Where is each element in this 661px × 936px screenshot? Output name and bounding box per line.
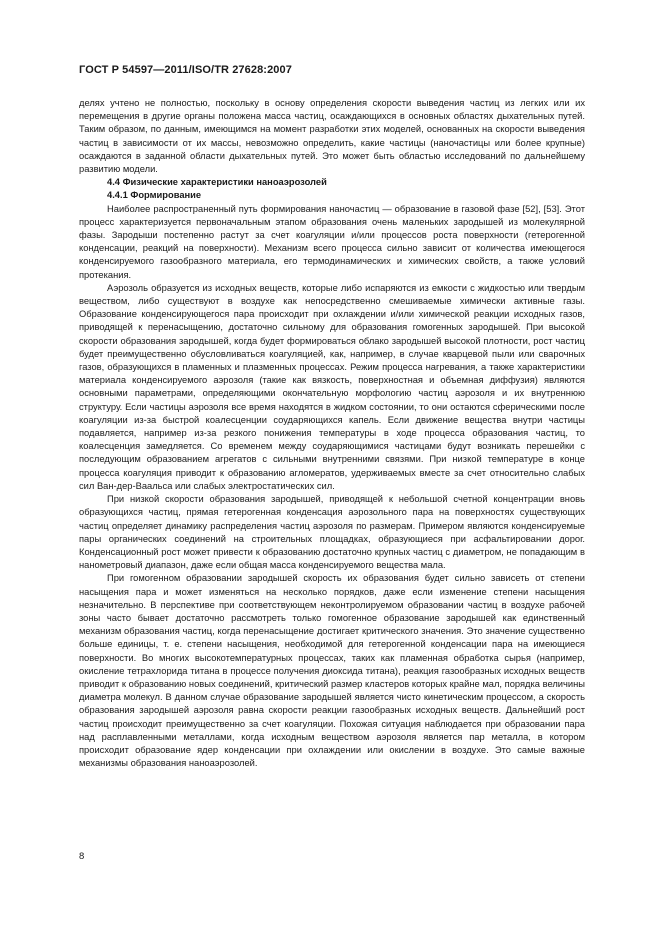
intro-paragraph: делях учтено не полностью, поскольку в основу определения скорости выведения частиц из легких или их перемещения в другие органы положена масса частиц, осаждающихся в основных областях дыхательных путей. Таким образом, по данным, имеющимся на момент разработки этих моделей, основанных на скорости выведения частиц в зависимости от их массы, невозможно определить, какие частицы (наночастицы или более крупные) осаждаются в заданной области дыхательных путей. Это может быть областью исследований по дальнейшему развитию модели. [79,98,585,175]
page-number: 8 [79,851,85,862]
document-header: ГОСТ Р 54597—2011/ISO/TR 27628:2007 [79,64,292,76]
page-content [79,97,585,770]
section-heading: 4.4 Физические характеристики наноаэрозолей [107,177,327,188]
subsection-heading: 4.4.1 Формирование [107,190,202,201]
paragraph: При низкой скорости образования зародышей, приводящей к небольшой счетной концентрации вновь образующихся частиц, прямая гетерогенная конденсация аэрозольного пара на поверхностях существующих частиц определяет динамику распределения частиц аэрозоля по размерам. Примером являются конденсируемые пары органических соединений на строительных площадках, образующиеся при асфальтировании дорог. Конденсационный рост может привести к образованию достаточно крупных частиц с диаметром, не попадающим в нанометровый диапазон, даже если общая масса конденсируемого вещества мала. [79,494,585,571]
paragraph: Аэрозоль образуется из исходных веществ, которые либо испаряются из емкости с жидкостью или твердым веществом, либо существуют в воздухе как непосредственно смешиваемые химически активные газы. Образование конденсирующегося пара происходит при охлаждении и/или химической реакции исходных газов, приводящей к перенасыщению, достаточно сильному для образования гомогенных зародышей. При высокой скорости образования зародышей, когда будет формироваться облако зародышей высокой плотности, рост частиц будет преимущественно обусловливаться коагуляцией, как, например, в случае кварцевой пыли или сварочных газов, образующихся в пламенных и плазменных процессах. Режим процесса нагревания, а также характеристики материала конденсируемого аэрозоля (такие как вязкость, поверхностная и объемная диффузия) являются основными параметрами, определяющими окончательную морфологию частиц аэрозоля и их внутреннюю структуру. Если частицы аэрозоля все время находятся в жидком состоянии, то они остаются сферическими после коагуляции из-за быстрой коалесценции соударяющихся капель. Если движение вещества внутри частицы подавляется, например из-за резкого понижения температуры в ходе процесса образования частиц, то коалесценция замедляется. Со временем между соударяющимися частицами будут возникать перешейки с последующим образованием агрегатов с сильными внутренними связями. При низкой температуре в конце процесса коагуляция приводит к образованию агломератов, удерживаемых вместе за счет относительно слабых сил Ван-дер-Ваальса или слабых электростатических сил. [79,282,585,491]
paragraph: При гомогенном образовании зародышей скорость их образования будет сильно зависеть от степени насыщения пара и может изменяться на несколько порядков, даже если изменение степени насыщения незначительно. В перспективе при соответствующем неконтролируемом образовании частиц в воздухе рабочей зоны часто бывает достаточно рассмотреть только гомогенное образование зародышей как единственный механизм образования частиц, когда перенасыщение достигает критического значения. Это значение существенно больше единицы, т. е. степени насыщения, необходимой для гетерогенной конденсации пара на имеющиеся поверхности. Во многих высокотемпературных процессах, таких как пламенная обработка сырья (например, окисление тетрахлорида титана в процессе получения диоксида титана), реакция газообразных исходных веществ приводит к образованию новых соединений, критический размер кластеров которых крайне мал, порядка величины диаметра молекул. В данном случае образование зародышей является чисто кинетическим процессом, а скорость образования зародышей аэрозоля равна скорости реакции газообразных исходных веществ. Дальнейший рост частиц происходит преимущественно за счет коагуляции. Похожая ситуация наблюдается при образовании пара над расплавленными металлами, когда исходным веществом аэрозоля является пар металла, в котором происходит образование ядер конденсации при охлаждении или окислении в воздухе. Это самые важные механизмы образования наноаэрозолей. [79,573,585,769]
paragraph: Наиболее распространенный путь формирования наночастиц — образование в газовой фазе [52], [53]. Этот процесс характеризуется первоначальным этапом образования очень маленьких зародышей из молекулярной фазы. Зародыши постепенно растут за счет коагуляции и/или процессов роста поверхности (гетерогенной конденсации, реакций на поверхности). Механизм всего процесса сильно зависит от количества имеющегося конденсируемого газообразного материала, его термодинамических и химических свойств, а также условий протекания. [79,203,585,280]
